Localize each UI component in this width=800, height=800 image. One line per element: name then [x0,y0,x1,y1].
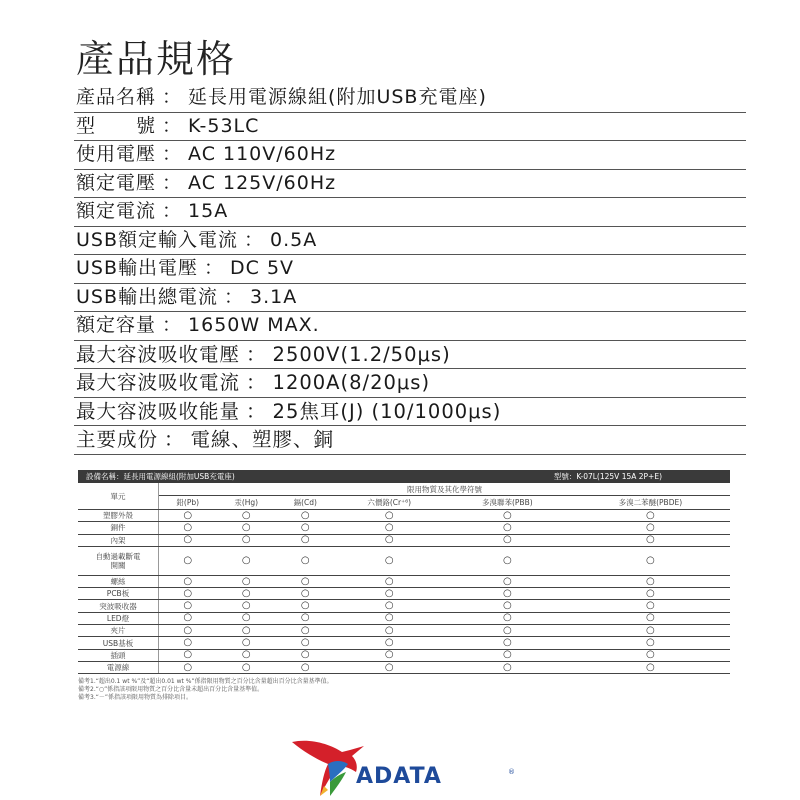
part-name: LED燈 [78,612,159,624]
substance-header: 多溴聯苯(PBB) [444,496,571,510]
brand-name: ADATA [356,764,442,789]
compliance-mark: ○ [216,661,276,673]
compliance-mark: ○ [216,546,276,575]
rohs-notes [78,678,730,702]
compliance-mark: ○ [571,649,730,661]
compliance-mark: ○ [335,625,444,637]
compliance-mark: ○ [276,637,335,649]
compliance-mark: ○ [444,600,571,612]
rohs-unit-header: 單元 [78,483,159,510]
part-name: 自動過載斷電開關 [78,546,159,575]
spec-value: 0.5A [270,228,318,251]
spec-separator: ： [244,228,265,251]
spec-label: 主要成份 [76,428,159,451]
compliance-mark: ○ [276,510,335,522]
spec-separator: ： [164,428,185,451]
spec-row [74,227,746,256]
compliance-mark: ○ [571,612,730,624]
spec-row [74,426,746,455]
spec-label: 產品名稱 [76,86,157,108]
compliance-mark: ○ [276,588,335,600]
compliance-mark: ○ [216,649,276,661]
spec-value: 3.1A [250,285,298,308]
compliance-mark: ○ [159,612,217,624]
compliance-mark: ○ [335,588,444,600]
substance-header: 多溴二苯醚(PBDE) [571,496,730,510]
spec-list [74,84,746,455]
note-line: 備考2.“○”係指該項限用物質之百分比含量未超出百分比含量基準值。 [78,686,264,694]
compliance-mark: ○ [335,522,444,534]
note-line: 備考1.“超出0.1 wt %”及“超出0.01 wt %”係指限用物質之百分比含量超出百分比含量基準值。 [78,678,333,686]
compliance-mark: ○ [444,575,571,587]
spec-label: 額定容量 [76,314,157,336]
spec-row [74,341,746,370]
part-name: 電源線 [78,661,159,673]
spec-value: AC 125V/60Hz [188,171,337,194]
compliance-mark: ○ [216,575,276,587]
compliance-mark: ○ [216,588,276,600]
compliance-mark: ○ [276,625,335,637]
table-row [78,546,730,575]
spec-value: 2500V(1.2/50μs) [272,342,451,366]
compliance-mark: ○ [159,522,217,534]
spec-row [74,113,746,142]
spec-label: USB輸出電壓 [76,257,199,279]
spec-label: 最大容波吸收電壓 [76,342,241,366]
compliance-mark: ○ [335,637,444,649]
part-name: 螺絲 [78,575,159,587]
compliance-mark: ○ [335,612,444,624]
page-title: 產品規格 [76,37,237,81]
compliance-mark: ○ [335,600,444,612]
spec-separator: ： [162,86,183,108]
compliance-mark: ○ [276,546,335,575]
compliance-mark: ○ [216,637,276,649]
rohs-device-name: 設備名稱：延長用電源線組(附加USB充電座) [86,472,235,481]
compliance-mark: ○ [276,575,335,587]
compliance-mark: ○ [444,510,571,522]
table-row [78,510,730,522]
table-row [78,588,730,600]
compliance-mark: ○ [571,575,730,587]
compliance-mark: ○ [159,600,217,612]
compliance-mark: ○ [444,637,571,649]
part-name: 銅件 [78,522,159,534]
rohs-header-bar [78,470,730,483]
part-name: USB基板 [78,637,159,649]
spec-row [74,284,746,313]
spec-separator: ： [204,257,225,279]
spec-separator: ： [162,143,183,165]
table-row [78,637,730,649]
compliance-mark: ○ [444,522,571,534]
spec-value: DC 5V [230,257,295,279]
spec-row [74,312,746,341]
compliance-mark: ○ [444,612,571,624]
registered-mark: ® [508,768,515,776]
compliance-mark: ○ [335,575,444,587]
compliance-mark: ○ [159,510,217,522]
spec-label: 額定電流 [76,200,157,222]
compliance-mark: ○ [276,612,335,624]
compliance-mark: ○ [335,510,444,522]
spec-row [74,198,746,227]
substance-header: 六價鉻(Cr⁺⁶) [335,496,444,510]
rohs-model: 型號：K-07L(125V 15A 2P+E) [553,472,662,481]
spec-separator: ： [224,285,245,308]
table-row [78,625,730,637]
compliance-mark: ○ [571,510,730,522]
spec-label: USB額定輸入電流 [76,228,239,251]
compliance-mark: ○ [444,649,571,661]
compliance-mark: ○ [159,546,217,575]
table-row [78,649,730,661]
compliance-mark: ○ [444,534,571,546]
spec-row [74,170,746,199]
spec-label: USB輸出總電流 [76,285,219,308]
table-row [78,575,730,587]
spec-label: 最大容波吸收能量 [76,399,241,423]
spec-value: 電線、塑膠、銅 [190,428,335,451]
compliance-mark: ○ [571,522,730,534]
spec-separator: ： [162,114,183,137]
compliance-mark: ○ [444,588,571,600]
spec-label: 最大容波吸收電流 [76,371,241,394]
spec-value: 25焦耳(J) (10/1000μs) [272,399,502,423]
spec-value: 延長用電源線組(附加USB充電座) [188,86,487,108]
spec-row [74,141,746,170]
table-row [78,612,730,624]
compliance-mark: ○ [159,588,217,600]
compliance-mark: ○ [276,522,335,534]
compliance-mark: ○ [159,625,217,637]
compliance-mark: ○ [571,588,730,600]
compliance-mark: ○ [335,534,444,546]
table-row [78,534,730,546]
substance-header: 鎘(Cd) [276,496,335,510]
compliance-mark: ○ [571,534,730,546]
spec-separator: ： [162,200,183,222]
spec-row [74,255,746,284]
compliance-mark: ○ [159,534,217,546]
compliance-mark: ○ [159,661,217,673]
compliance-mark: ○ [216,625,276,637]
rohs-table-section [78,470,730,702]
table-row [78,661,730,673]
adata-logo [290,730,530,800]
part-name: 內架 [78,534,159,546]
compliance-mark: ○ [159,575,217,587]
compliance-mark: ○ [335,649,444,661]
spec-row [74,398,746,427]
part-name: 插頭 [78,649,159,661]
table-row [78,600,730,612]
compliance-mark: ○ [276,649,335,661]
compliance-mark: ○ [444,625,571,637]
spec-separator: ： [162,171,183,194]
compliance-mark: ○ [159,649,217,661]
compliance-mark: ○ [276,661,335,673]
compliance-mark: ○ [444,661,571,673]
rohs-table [78,483,730,674]
spec-separator: ： [246,342,267,366]
compliance-mark: ○ [216,522,276,534]
spec-row [74,369,746,398]
spec-label: 使用電壓 [76,143,157,165]
compliance-mark: ○ [216,600,276,612]
compliance-mark: ○ [571,637,730,649]
compliance-mark: ○ [216,612,276,624]
part-name: 突波吸收器 [78,600,159,612]
part-name: 塑膠外殼 [78,510,159,522]
compliance-mark: ○ [159,637,217,649]
spec-value: 1200A(8/20μs) [272,371,431,394]
substance-header: 汞(Hg) [216,496,276,510]
compliance-mark: ○ [276,600,335,612]
spec-label: 型 號 [76,114,157,137]
substance-header: 鉛(Pb) [159,496,217,510]
spec-value: 1650W MAX. [188,314,320,336]
compliance-mark: ○ [571,600,730,612]
part-name: PCB板 [78,588,159,600]
compliance-mark: ○ [216,534,276,546]
compliance-mark: ○ [444,546,571,575]
compliance-mark: ○ [335,546,444,575]
compliance-mark: ○ [335,661,444,673]
compliance-mark: ○ [276,534,335,546]
compliance-mark: ○ [216,510,276,522]
rohs-group-header: 限用物質及其化學符號 [159,483,731,496]
spec-value: 15A [188,200,229,222]
spec-label: 額定電壓 [76,171,157,194]
part-name: 夾片 [78,625,159,637]
compliance-mark: ○ [571,661,730,673]
spec-value: AC 110V/60Hz [188,143,337,165]
spec-separator: ： [246,399,267,423]
table-row [78,522,730,534]
compliance-mark: ○ [571,625,730,637]
compliance-mark: ○ [571,546,730,575]
note-line: 備考3.“－”係指該項限用物質為排除項目。 [78,694,192,702]
spec-separator: ： [162,314,183,336]
spec-value: K-53LC [188,114,260,137]
spec-row [74,84,746,113]
spec-separator: ： [246,371,267,394]
